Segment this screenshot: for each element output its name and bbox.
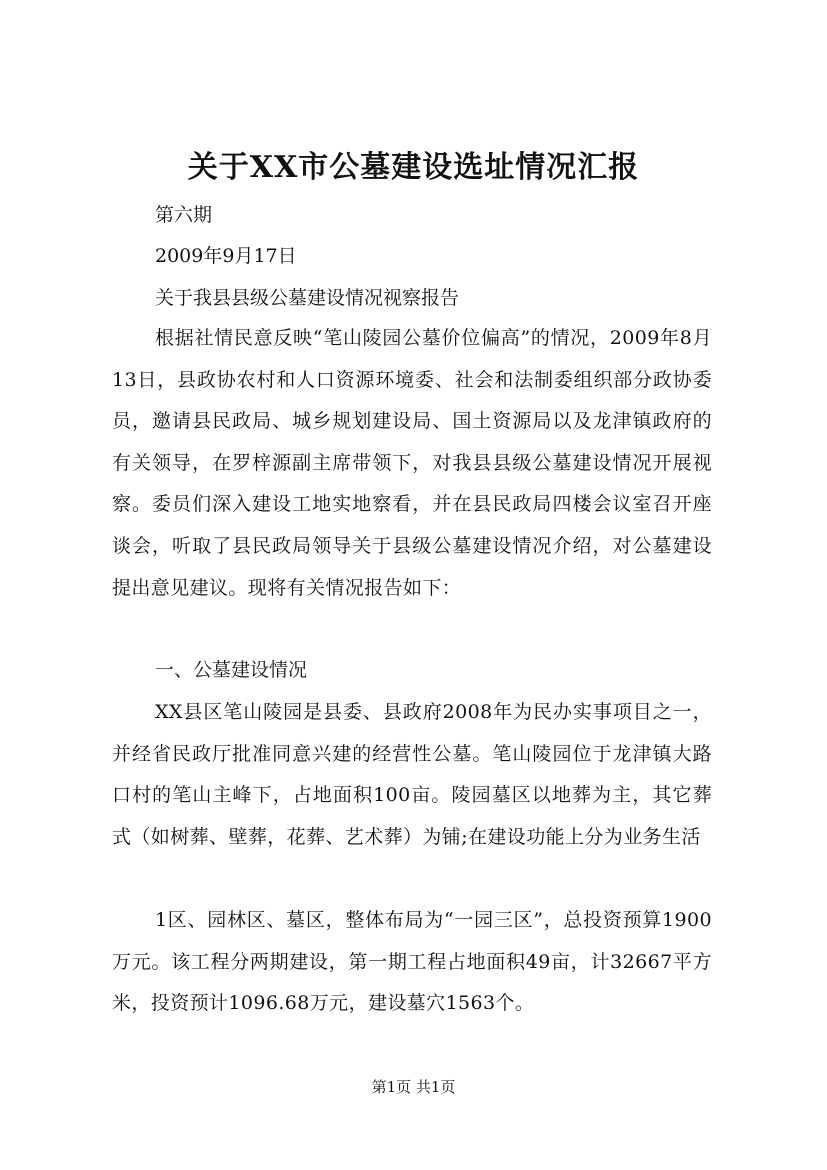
paragraph-overview: XX县区笔山陵园是县委、县政府2008年为民办实事项目之一，并经省民政厅批准同意兴建的经营性公墓。笔山陵园位于龙津镇大路口村的笔山主峰下，占地面积100亩。陵园墓区以地葬为主，其它葬式（如树葬、壁葬，花葬、艺术葬）为铺;在建设功能上分为业务生活 xyxy=(112,701,712,848)
section-heading-1: 一、公墓建设情况 xyxy=(155,659,308,681)
paragraph-introduction: 根据社情民意反映“笔山陵园公墓价位偏高”的情况，2009年8月13日，县政协农村和人口资源环境委、社会和法制委组织部分政协委员，邀请县民政局、城乡规划建设局、国土资源局以及龙津镇政府的有关领导，在罗梓源副主席带领下，对我县县级公墓建设情况开展视察。委员们深入建设工地实地察看，并在县民政局四楼会议室召开座谈会，听取了县民政局领导关于县级公墓建设情况介绍，对公墓建设提出意见建议。现将有关情况报告如下： xyxy=(112,327,712,599)
document-title: 关于XX市公墓建设选址情况汇报 xyxy=(187,150,640,185)
report-subtitle: 关于我县县级公墓建设情况视察报告 xyxy=(155,287,460,309)
report-date: 2009年9月17日 xyxy=(155,245,297,267)
page-footer: 第1页 共1页 xyxy=(371,1078,456,1096)
paragraph-investment: 1区、园林区、墓区，整体布局为“一园三区”，总投资预算1900万元。该工程分两期建设，第一期工程占地面积49亩，计32667平方米，投资预计1096.68万元，建设墓穴1563个。 xyxy=(112,909,712,1015)
issue-number: 第六期 xyxy=(155,204,213,226)
